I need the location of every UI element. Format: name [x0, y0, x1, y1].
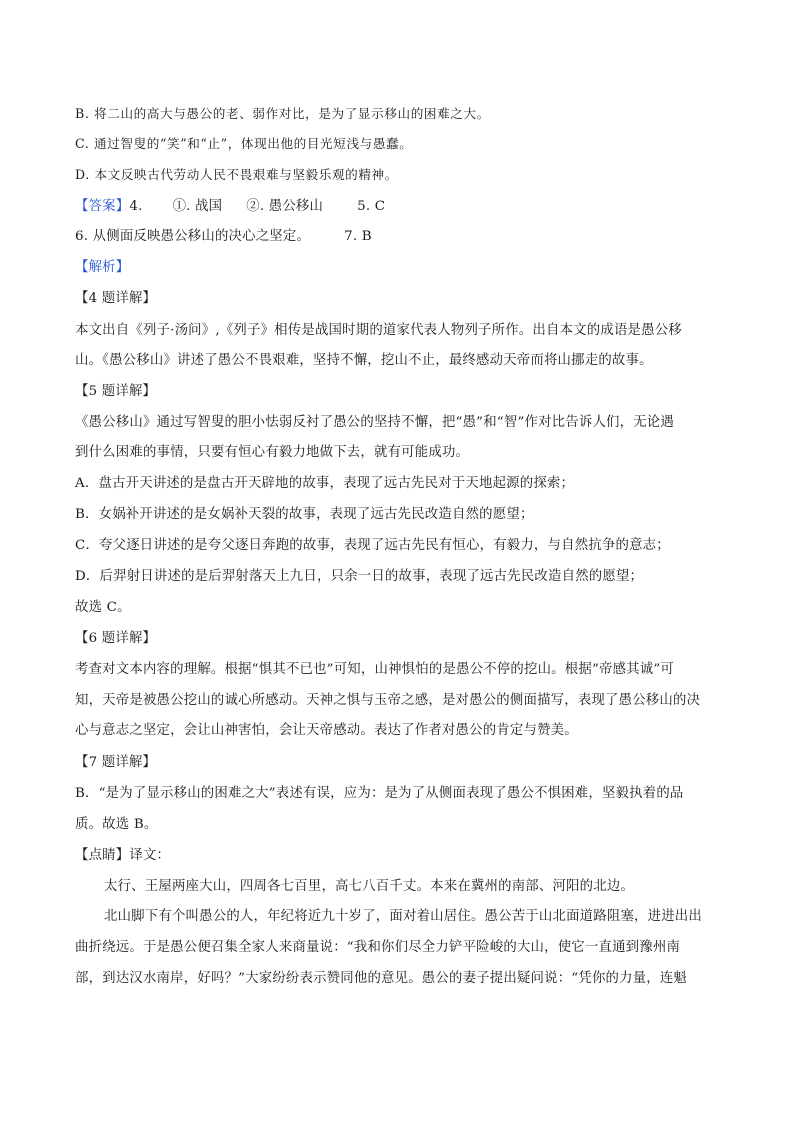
option-b: B. 将二山的高大与愚公的老、弱作对比，是为了显示移山的困难之大。 [75, 106, 490, 121]
answer-q6: 6. 从侧面反映愚公移山的决心之坚定。 [75, 229, 311, 244]
answer-line [75, 197, 385, 217]
answer-q5: 5. C [357, 199, 386, 214]
answer-q7: 7. B [344, 229, 372, 244]
q5-text-line: A．盘古开天讲述的是盘古开天辟地的故事，表现了远古先民对于天地起源的探索； [75, 476, 575, 491]
q5-text-line: D．后羿射日讲述的是后羿射落天上九日，只余一日的故事，表现了远古先民改造自然的愿望； [75, 569, 644, 584]
translation-line: 部，到达汉水南岸，好吗？”大家纷纷表示赞同他的意见。愚公的妻子提出疑问说：“凭你的力量，连魁 [75, 971, 688, 986]
q5-text-line: 到什么困难的事情，只要有恒心有毅力地做下去，就有可能成功。 [75, 445, 470, 460]
q4-text-line: 山。《愚公移山》讲述了愚公不畏艰难，坚持不懈，挖山不止，最终感动天帝而将山挪走的故事。 [75, 353, 653, 368]
translation-line: 北山脚下有个叫愚公的人，年纪将近九十岁了，面对着山居住。愚公苦于山北面道路阻塞，进进出出 [104, 909, 702, 924]
answer-q4: 4. [129, 199, 143, 214]
translation-line: 曲折绕远。于是愚公便召集全家人来商量说：“我和你们尽全力铲平险峻的大山，使它一直通到豫州南 [75, 940, 681, 955]
q7-text-line: B．“是为了显示移山的困难之大”表述有误，应为：是为了从侧面表现了愚公不惧困难，坚毅执着的品 [75, 786, 684, 801]
answer-line-2 [75, 227, 372, 247]
answer-q4-part1: ①. 战国 [172, 199, 223, 214]
translation-line: 太行、王屋两座大山，四周各七百里，高七八百千丈。本来在冀州的南部、河阳的北边。 [104, 879, 635, 894]
q6-text-line: 知，天帝是被愚公挖山的诚心所感动。天神之惧与玉帝之感，是对愚公的侧面描写，表现了愚公移山的决 [75, 693, 701, 708]
q5-text-line: 故选 C。 [75, 600, 131, 615]
q4-text-line: 本文出自《列子·汤问》,《列子》相传是战国时期的道家代表人物列子所作。出自本文的成语是愚公移 [75, 323, 682, 338]
q5-text-line: 《愚公移山》通过写智叟的胆小怯弱反衬了愚公的坚持不懈，把“愚”和“智”作对比告诉人们，无论遇 [75, 415, 674, 430]
answer-q4-part2: ②. 愚公移山 [246, 199, 324, 214]
comment-heading: 【点睛】译文： [75, 848, 171, 863]
option-d: D. 本文反映古代劳动人民不畏艰难与坚毅乐观的精神。 [75, 167, 398, 182]
answer-label: 【答案】 [75, 199, 130, 214]
q7-text-line: 质。故选 B。 [75, 817, 158, 832]
q7-heading: 【7 题详解】 [75, 755, 157, 770]
q5-text-line: C．夸父逐日讲述的是夸父逐日奔跑的故事，表现了远古先民有恒心，有毅力，与自然抗争的意志； [75, 538, 670, 553]
q6-text-line: 心与意志之坚定，会让山神害怕，会让天帝感动。表达了作者对愚公的肯定与赞美。 [75, 723, 578, 738]
q6-heading: 【6 题详解】 [75, 631, 157, 646]
q5-heading: 【5 题详解】 [75, 384, 157, 399]
q4-heading: 【4 题详解】 [75, 291, 157, 306]
q5-text-line: B．女娲补开讲述的是女娲补天裂的故事，表现了远古先民改造自然的愿望； [75, 507, 534, 522]
option-c: C. 通过智叟的“笑”和“止”，体现出他的目光短浅与愚蠢。 [75, 136, 413, 151]
analysis-label: 【解析】 [75, 260, 130, 275]
q6-text-line: 考查对文本内容的理解。根据“惧其不已也”可知，山神惧怕的是愚公不停的挖山。根据“帝感其诚”可 [75, 662, 674, 677]
